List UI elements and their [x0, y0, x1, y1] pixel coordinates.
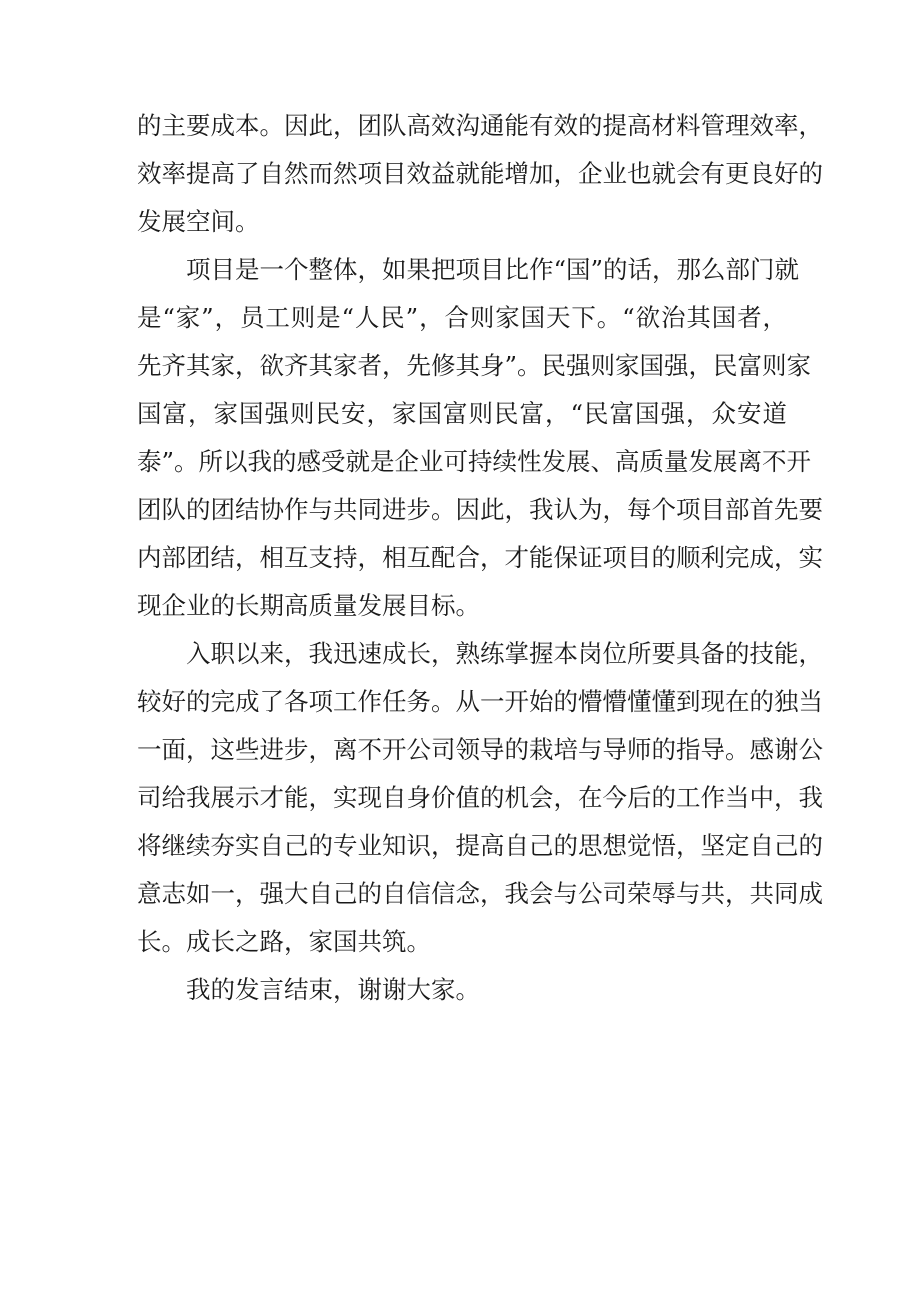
paragraph-line: 较好的完成了各项工作任务。从一开始的懵懵懂懂到现在的独当 [137, 687, 823, 716]
document-body [137, 102, 823, 1014]
paragraph-line: 的主要成本。因此，团队高效沟通能有效的提高材料管理效率， [137, 111, 823, 140]
paragraph-line: 先齐其家，欲齐其家者，先修其身”。民强则家国强，民富则家 [137, 351, 812, 380]
paragraph-line: 司给我展示才能，实现自身价值的机会，在今后的工作当中，我 [137, 783, 823, 812]
paragraph-line: 国富，家国强则民安，家国富则民富，“民富国强，众安道 [137, 399, 787, 428]
paragraph-line: 内部团结，相互支持，相互配合，才能保证项目的顺利完成，实 [137, 543, 823, 572]
paragraph-line: 项目是一个整体，如果把项目比作“国”的话，那么部门就 [186, 255, 800, 284]
paragraph-line: 泰”。所以我的感受就是企业可持续性发展、高质量发展离不开 [137, 447, 812, 476]
paragraph-line: 我的发言结束，谢谢大家。 [186, 975, 480, 1004]
paragraph-line: 现企业的长期高质量发展目标。 [137, 591, 480, 620]
paragraph-line: 将继续夯实自己的专业知识，提高自己的思想觉悟，坚定自己的 [137, 831, 823, 860]
paragraph-1 [137, 102, 823, 246]
paragraph-line: 团队的团结协作与共同进步。因此，我认为，每个项目部首先要 [137, 495, 823, 524]
paragraph-line: 长。成长之路，家国共筑。 [137, 927, 431, 956]
paragraph-4 [137, 966, 787, 1014]
paragraph-line: 一面，这些进步，离不开公司领导的栽培与导师的指导。感谢公 [137, 735, 823, 764]
paragraph-line: 入职以来，我迅速成长，熟练掌握本岗位所要具备的技能， [186, 639, 823, 668]
paragraph-line: 发展空间。 [137, 207, 260, 236]
paragraph-line: 意志如一，强大自己的自信信念，我会与公司荣辱与共，共同成 [137, 879, 823, 908]
paragraph-line: 是“家”，员工则是“人民”，合则家国天下。“欲治其国者， [137, 303, 787, 332]
paragraph-line: 效率提高了自然而然项目效益就能增加，企业也就会有更良好的 [137, 159, 823, 188]
paragraph-3 [137, 630, 823, 966]
paragraph-2 [137, 246, 823, 630]
